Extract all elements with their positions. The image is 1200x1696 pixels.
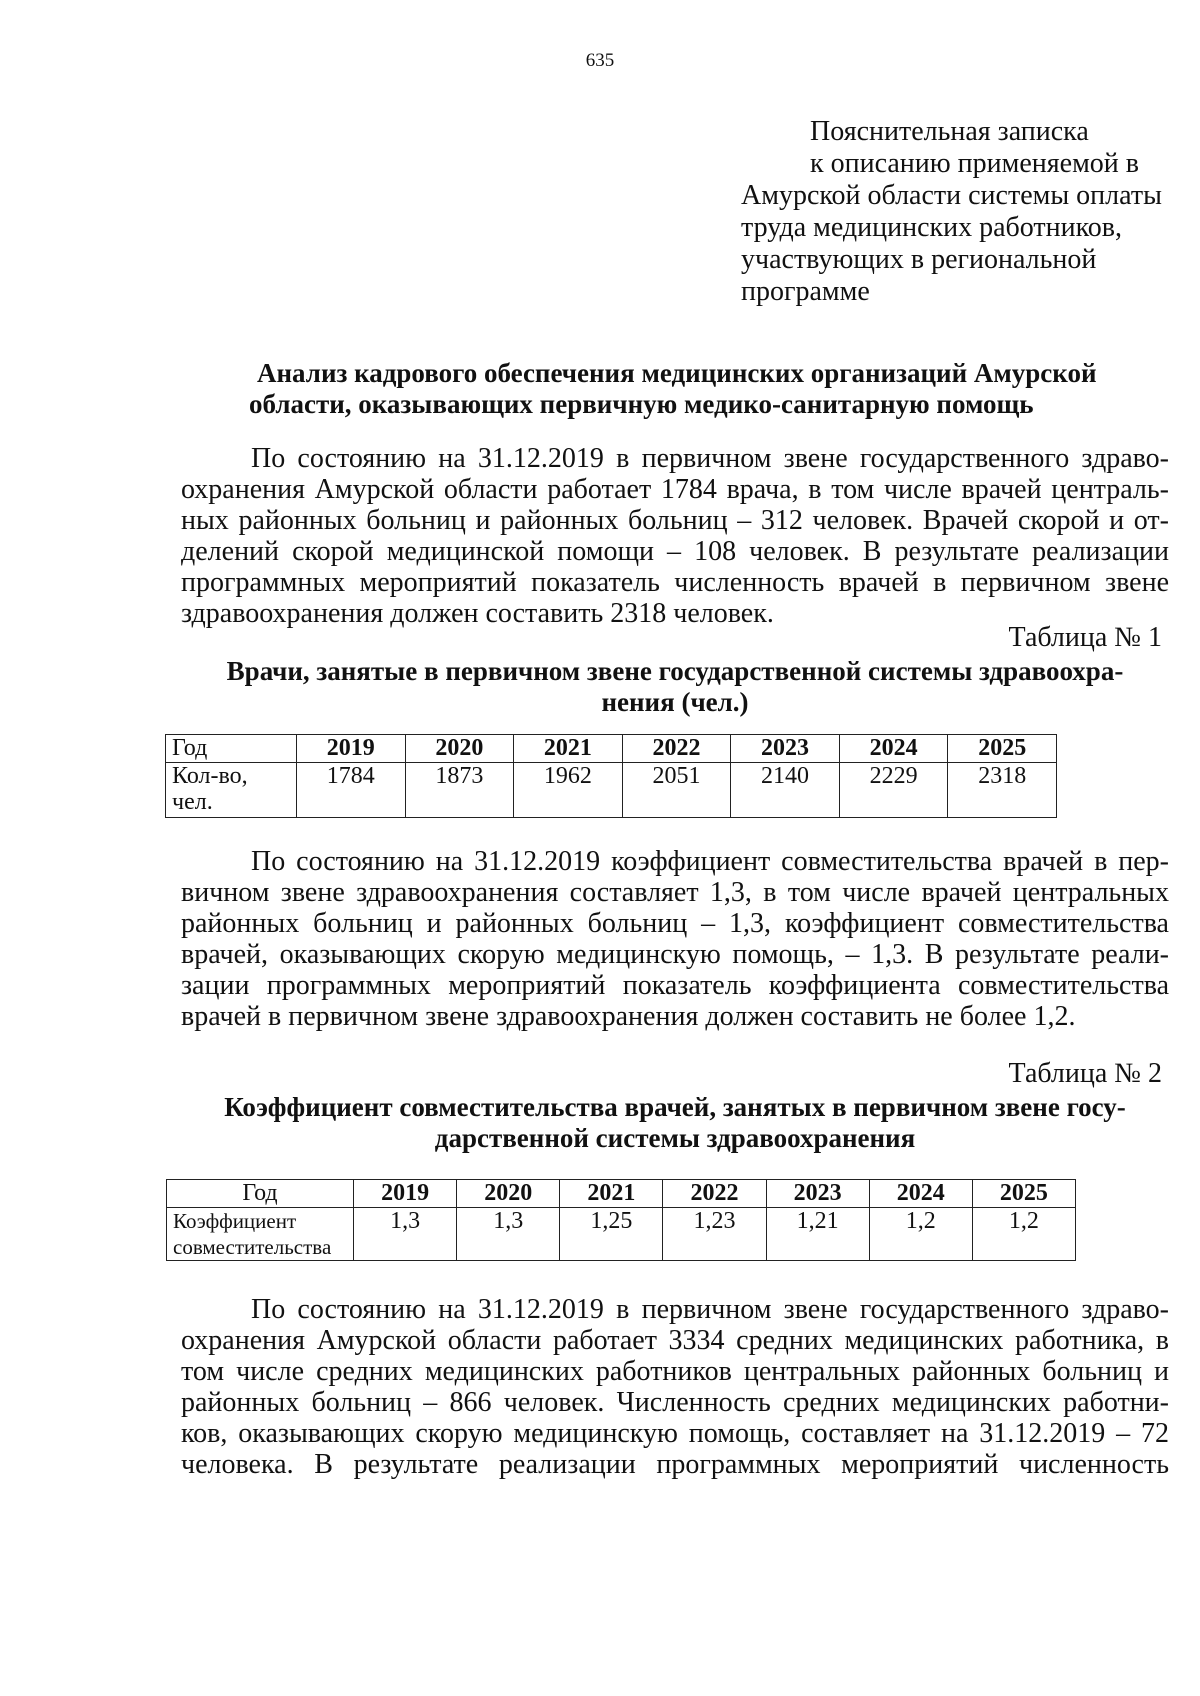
table1-year: 2023	[731, 735, 840, 763]
table1-year: 2025	[948, 735, 1057, 763]
table1-cell: 1962	[514, 763, 623, 818]
table1-row-label: Кол-во, чел.	[166, 763, 297, 818]
table2-title	[181, 1092, 1169, 1154]
paragraph-line: охранения Амурской области работает 1784 врача, в том числе врачей централь-	[181, 474, 1169, 505]
paragraph-line: По состоянию на 31.12.2019 в первичном звене государственного здраво-	[251, 443, 1169, 474]
table1-title-line: нения (чел.)	[601, 687, 749, 717]
table1-title	[181, 656, 1169, 718]
table2-header-label: Год	[167, 1180, 354, 1208]
paragraph-nurses-count	[181, 1294, 1169, 1480]
table2-cell: 1,23	[663, 1208, 766, 1261]
paragraph-line: По состоянию на 31.12.2019 коэффициент совместительства врачей в пер-	[251, 846, 1169, 877]
table1-cell: 2140	[731, 763, 840, 818]
table1-year: 2020	[405, 735, 514, 763]
note-line: к описанию применяемой в	[810, 148, 1139, 179]
table2-title-line: Коэффициент совместительства врачей, занятых в первичном звене госу-	[224, 1092, 1126, 1122]
paragraph-line: вичном звене здравоохранения составляет 1,3, в том числе врачей центральных	[181, 877, 1169, 908]
table2-year: 2020	[457, 1180, 560, 1208]
table2-year: 2022	[663, 1180, 766, 1208]
paragraph-line: ков, оказывающих скорую медицинскую помощь, составляет на 31.12.2019 – 72	[181, 1418, 1169, 1449]
table1-cell: 2051	[622, 763, 731, 818]
table1-caption: Таблица № 1	[1008, 622, 1162, 653]
section-title	[200, 358, 1162, 420]
table1-cell: 1784	[297, 763, 406, 818]
paragraph-line: районных больниц – 866 человек. Численность средних медицинских работни-	[181, 1387, 1169, 1418]
table2-year: 2023	[766, 1180, 869, 1208]
table2-cell: 1,21	[766, 1208, 869, 1261]
explanatory-note-heading	[741, 116, 1161, 308]
table1-year: 2019	[297, 735, 406, 763]
table2-year: 2025	[972, 1180, 1075, 1208]
section-title-line: Анализ кадрового обеспечения медицинских организаций Амурской	[257, 358, 1097, 388]
note-line: Амурской области системы оплаты	[741, 180, 1162, 211]
table1-cell: 2318	[948, 763, 1057, 818]
table1-cell: 2229	[839, 763, 948, 818]
table2-row-label: Коэффициент совместительства	[167, 1208, 354, 1261]
table2	[166, 1179, 1076, 1261]
paragraph-line: охранения Амурской области работает 3334 средних медицинских работника, в	[181, 1325, 1169, 1356]
table2-year: 2019	[354, 1180, 457, 1208]
paragraph-line: врачей в первичном звене здравоохранения должен составить не более 1,2.	[181, 1001, 1076, 1032]
table1-header-row	[166, 735, 1057, 763]
paragraph-line: программных мероприятий показатель численность врачей в первичном звене	[181, 567, 1169, 598]
table2-caption: Таблица № 2	[1008, 1058, 1162, 1089]
table1-year: 2024	[839, 735, 948, 763]
paragraph-line: По состоянию на 31.12.2019 в первичном звене государственного здраво-	[251, 1294, 1169, 1325]
section-title-line: области, оказывающих первичную медико-санитарную помощь	[249, 389, 1034, 419]
table1-year: 2021	[514, 735, 623, 763]
paragraph-line: зации программных мероприятий показатель коэффициента совместительства	[181, 970, 1169, 1001]
table1-year: 2022	[622, 735, 731, 763]
paragraph-line: врачей, оказывающих скорую медицинскую помощь, – 1,3. В результате реали-	[181, 939, 1169, 970]
paragraph-doctors-count	[181, 443, 1169, 629]
note-line: программе	[741, 276, 870, 307]
table2-header-row	[167, 1180, 1076, 1208]
paragraph-line: районных больниц и районных больниц – 1,3, коэффициент совместительства	[181, 908, 1169, 939]
table1-title-line: Врачи, занятые в первичном звене государственной системы здравоохра-	[226, 656, 1124, 686]
table1	[165, 734, 1057, 818]
table2-cell: 1,25	[560, 1208, 663, 1261]
table2-value-row	[167, 1208, 1076, 1261]
paragraph-line: человека. В результате реализации программных мероприятий численность	[181, 1449, 1169, 1480]
note-line: участвующих в региональной	[741, 244, 1097, 275]
table2-year: 2021	[560, 1180, 663, 1208]
paragraph-line: том числе средних медицинских работников центральных районных больниц и	[181, 1356, 1169, 1387]
table2-year: 2024	[869, 1180, 972, 1208]
table1-cell: 1873	[405, 763, 514, 818]
table2-cell: 1,3	[457, 1208, 560, 1261]
note-line: Пояснительная записка	[810, 116, 1089, 147]
table2-cell: 1,3	[354, 1208, 457, 1261]
table1-header-label: Год	[166, 735, 297, 763]
paragraph-line: ных районных больниц и районных больниц – 312 человек. Врачей скорой и от-	[181, 505, 1169, 536]
paragraph-line: здравоохранения должен составить 2318 человек.	[181, 598, 774, 629]
table2-cell: 1,2	[869, 1208, 972, 1261]
paragraph-combination-ratio	[181, 846, 1169, 1032]
table2-title-line: дарственной системы здравоохранения	[434, 1123, 916, 1153]
note-line: труда медицинских работников,	[741, 212, 1123, 243]
page-number: 635	[585, 50, 615, 71]
table1-value-row	[166, 763, 1057, 818]
paragraph-line: делений скорой медицинской помощи – 108 человек. В результате реализации	[181, 536, 1169, 567]
table2-cell: 1,2	[972, 1208, 1075, 1261]
